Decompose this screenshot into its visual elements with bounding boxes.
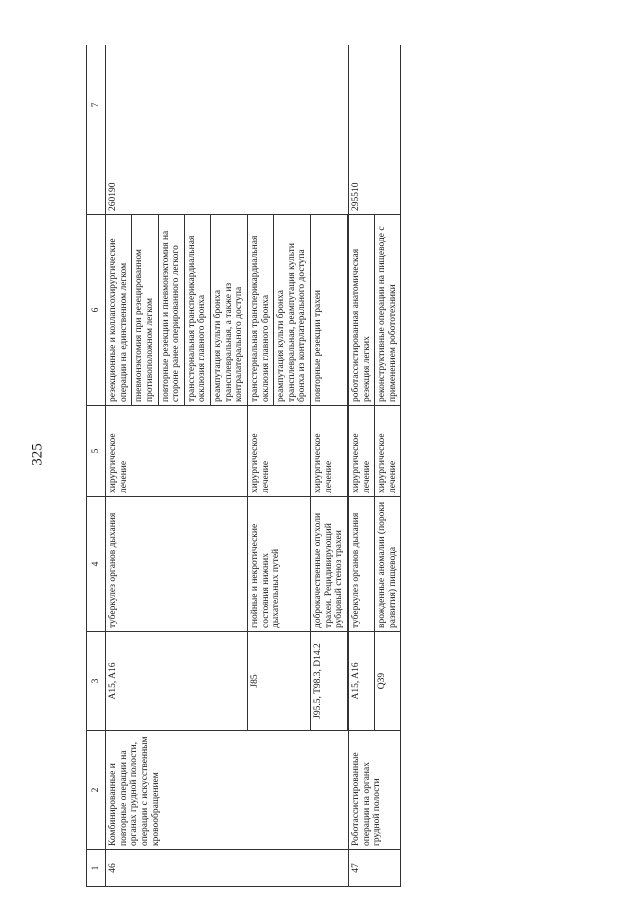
treatment-type: хирургическое лечение <box>375 406 401 497</box>
price: 295510 <box>348 45 401 215</box>
price: 260190 <box>106 45 349 215</box>
row-number: 46 <box>106 850 349 887</box>
table-row <box>106 45 132 887</box>
diagnosis-code: J85 <box>247 632 310 731</box>
diagnosis-code: Q39 <box>375 632 401 731</box>
treatment-method: реампутация культи бронхa трансплевральная, а также из контралатерального доступа <box>211 215 248 406</box>
treatment-method: трансстернальная трансперикардиальная окклюзия главного бронха <box>184 215 210 406</box>
treatment-method: повторные резекции и пневмонэктомия на стороне ранее оперированного легкого <box>158 215 184 406</box>
treatment-method: трансстернальная трансперикардиальная окклюзия главного бронха <box>247 215 273 406</box>
procedure-group: Роботассистированные операции на органах грудной полости <box>348 731 401 850</box>
col-header-2: 2 <box>87 731 106 850</box>
treatment-method: реампутация культи бронха трансплевральная, реампутация культи бронха из контрлатерального доступа <box>274 215 311 406</box>
diagnosis-code: J95.5, T98.3, D14.2 <box>311 632 348 731</box>
row-number: 47 <box>348 850 401 887</box>
diagnosis-code: A15, A16 <box>106 632 248 731</box>
col-header-5: 5 <box>87 406 106 497</box>
page-number: 325 <box>29 443 46 466</box>
treatment-method: резекционные и коллапсохирургические операции на единственном легком <box>106 215 132 406</box>
patient-model: туберкулез органов дыхания <box>106 497 248 632</box>
diagnosis-code: A15, A16 <box>348 632 374 731</box>
treatment-type: хирургическое лечение <box>106 406 248 497</box>
treatment-type: хирургическое лечение <box>348 406 374 497</box>
col-header-1: 1 <box>87 850 106 887</box>
header-row <box>87 45 106 887</box>
procedure-group: Комбинированные и повторные операции на органах грудной полости, операции с искусственным кровообращением <box>106 731 349 850</box>
rotated-table-wrapper <box>86 45 616 887</box>
table-row <box>348 45 374 887</box>
treatment-method: реконструктивные операции на пищеводе с применением робототехники <box>375 215 401 406</box>
patient-model: туберкулез органов дыхания <box>348 497 374 632</box>
col-header-3: 3 <box>87 632 106 731</box>
patient-model: гнойные и некротические состояния нижних дыхательных путей <box>247 497 310 632</box>
patient-model: врожденные аномалии (пороки развития) пищевода <box>375 497 401 632</box>
col-header-4: 4 <box>87 497 106 632</box>
treatment-method: пневмонэктомия при резецированном противоположном легком <box>132 215 158 406</box>
col-header-7: 7 <box>87 45 106 215</box>
patient-model: доброкачественные опухоли трахеи. Рецидивирующий рубцовый стеноз трахеи <box>311 497 348 632</box>
treatment-method: повторные резекции трахеи <box>311 215 348 406</box>
col-header-6: 6 <box>87 215 106 406</box>
procedures-table <box>86 45 401 887</box>
treatment-type: хирургическое лечение <box>311 406 348 497</box>
treatment-type: хирургическое лечение <box>247 406 310 497</box>
treatment-method: роботассистированная анатомическая резекция легких <box>348 215 374 406</box>
document-sheet <box>86 45 616 887</box>
